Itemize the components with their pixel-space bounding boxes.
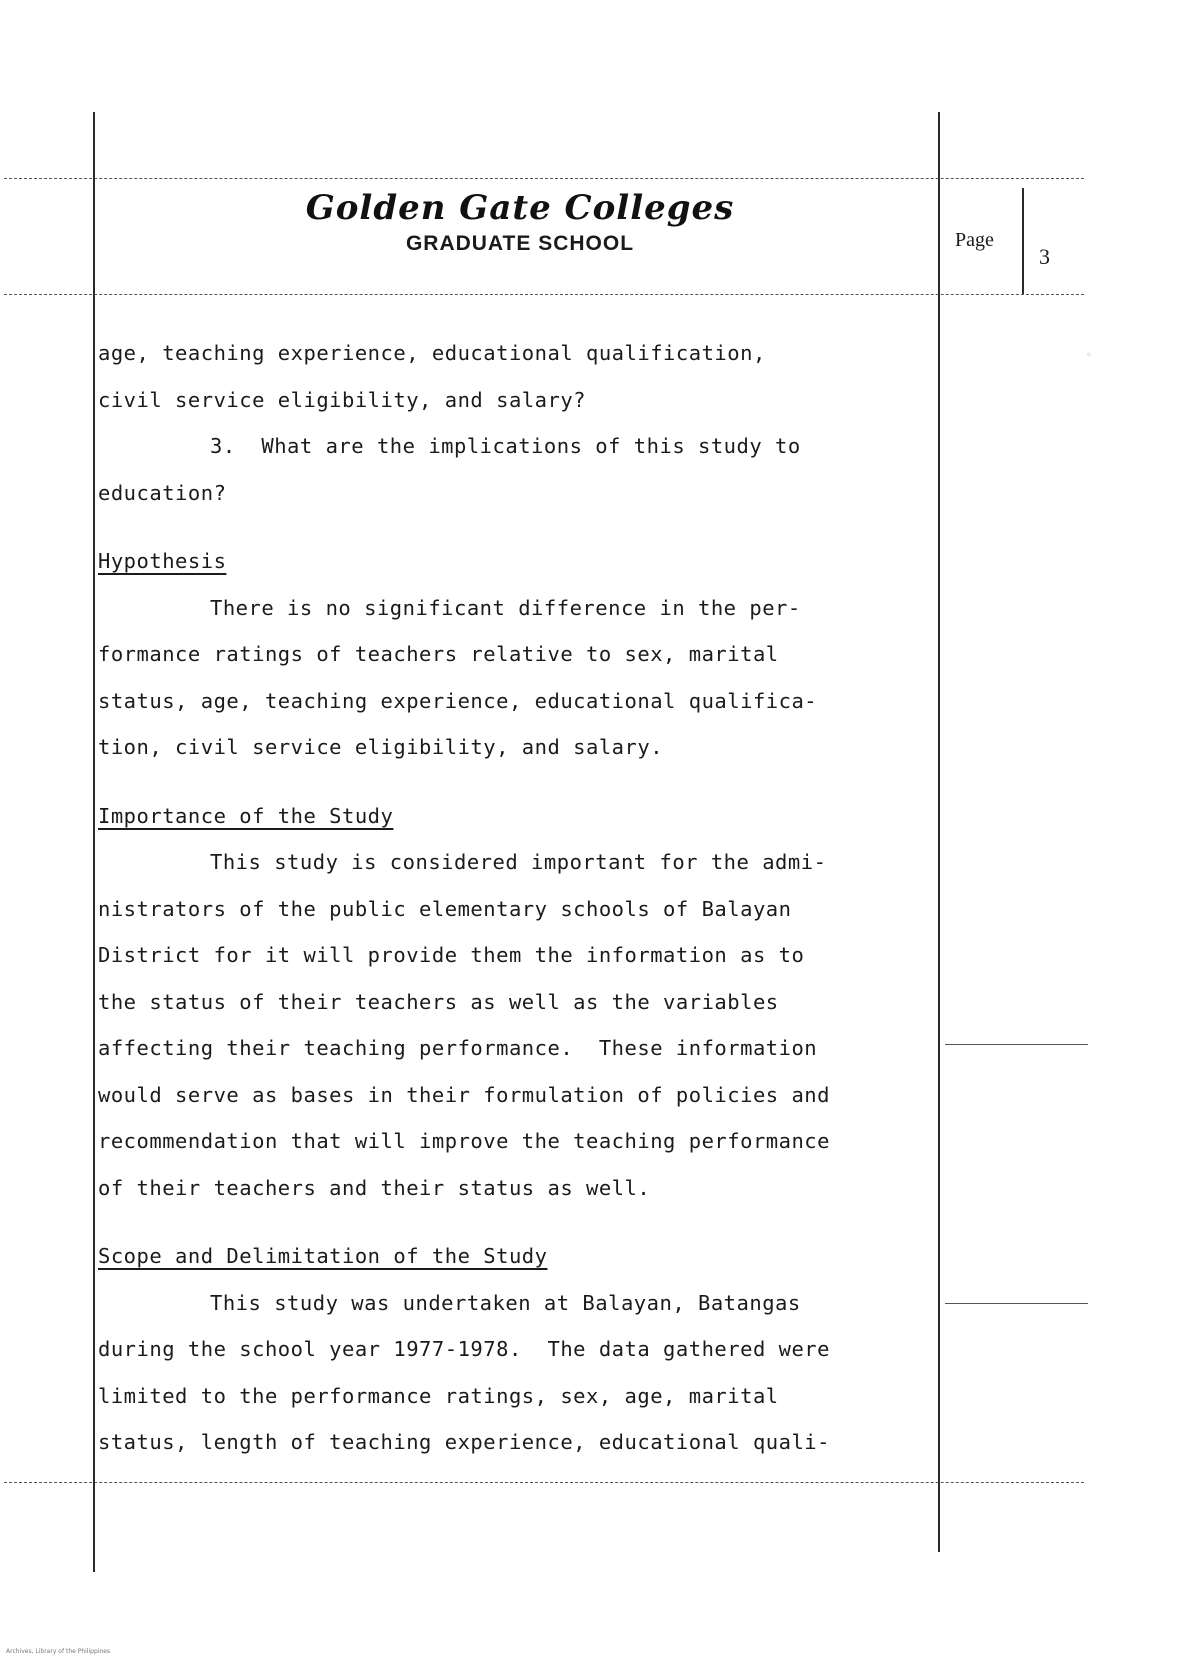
text-line: during the school year 1977-1978. The data gathered were [98, 1337, 830, 1361]
text-line: the status of their teachers as well as the variables [98, 989, 779, 1014]
right-margin-rule [938, 112, 940, 1552]
text-line: 3. What are the implications of this study to [210, 434, 801, 458]
footer-note: Archives, Library of the Philippines [6, 1648, 111, 1655]
text-line: status, age, teaching experience, educational qualifica- [98, 688, 818, 713]
text-line: formance ratings of teachers relative to sex, marital [98, 642, 779, 666]
page-label: Page [955, 229, 994, 251]
college-name: Golden Gate Colleges [305, 188, 735, 228]
text-line: This study is considered important for the admi- [210, 850, 827, 874]
text-line: civil service eligibility, and salary? [98, 387, 586, 412]
text-line: would serve as bases in their formulation of policies and [98, 1082, 830, 1107]
document-body [98, 330, 928, 1466]
text-line: tion, civil service eligibility, and salary. [98, 735, 664, 759]
section-heading-hypothesis: Hypothesis [98, 549, 227, 573]
school-name: GRADUATE SCHOOL [405, 232, 635, 255]
section-heading-scope: Scope and Delimitation of the Study [98, 1244, 548, 1268]
page-number: 3 [1039, 244, 1050, 269]
text-line: limited to the performance ratings, sex, age, marital [98, 1383, 779, 1408]
right-column-rule [945, 1303, 1088, 1304]
text-line: recommendation that will improve the teaching performance [98, 1129, 830, 1153]
text-line: This study was undertaken at Balayan, Batangas [210, 1290, 801, 1315]
right-column-rule [945, 1044, 1088, 1045]
section-heading-importance: Importance of the Study [98, 803, 394, 828]
letterhead [100, 188, 940, 256]
header-bottom-rule [4, 294, 1084, 295]
footer-rule [4, 1482, 1084, 1483]
page-box-divider [1022, 188, 1024, 294]
left-margin-rule [93, 112, 95, 1572]
text-line: education? [98, 480, 227, 505]
text-line: There is no significant difference in the per- [210, 595, 801, 620]
scan-artifact: ◦ [1086, 350, 1092, 361]
header-top-rule [4, 178, 1084, 179]
text-line: affecting their teaching performance. These information [98, 1036, 818, 1060]
text-line: status, length of teaching experience, educational quali- [98, 1430, 830, 1454]
text-line: of their teachers and their status as well. [98, 1175, 651, 1200]
text-line: nistrators of the public elementary schools of Balayan [98, 896, 792, 921]
text-line: District for it will provide them the information as to [98, 943, 805, 967]
text-line: age, teaching experience, educational qualification, [98, 341, 766, 365]
